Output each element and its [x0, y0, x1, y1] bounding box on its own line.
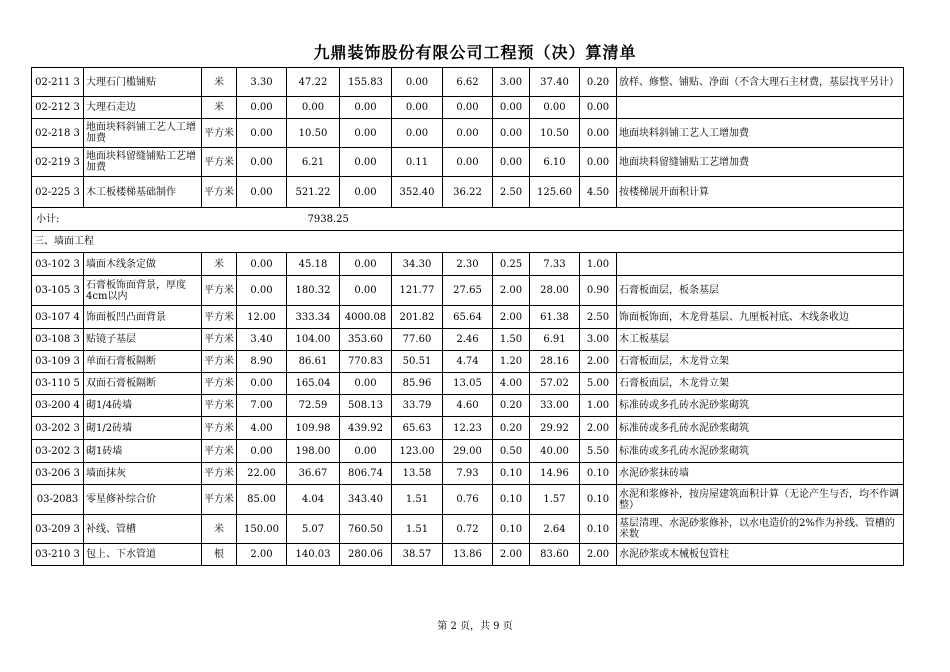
item-amount: 0.00 — [340, 440, 392, 463]
item-unit-price: 333.34 — [287, 306, 340, 329]
item-quantity: 7.00 — [237, 395, 287, 417]
item-material-cost: 352.40 — [392, 177, 443, 208]
item-unit: 平方米 — [202, 148, 237, 177]
item-material-cost: 65.63 — [392, 417, 443, 440]
item-note: 饰面板饰面，木龙骨基层、九厘板衬底、木线条收边 — [617, 306, 904, 329]
item-unit: 平方米 — [202, 463, 237, 485]
item-machine-cost: 0.25 — [493, 253, 530, 276]
item-loss: 0.10 — [580, 515, 617, 544]
item-code: 02-219 3 — [32, 148, 84, 177]
table-row — [32, 395, 904, 417]
item-amount: 0.00 — [340, 177, 392, 208]
item-machine-cost: 0.10 — [493, 485, 530, 515]
item-loss: 2.00 — [580, 351, 617, 373]
item-amount: 0.00 — [340, 373, 392, 395]
item-unit: 平方米 — [202, 276, 237, 306]
subtotal-value: 7938.25 — [237, 208, 392, 231]
item-loss: 2.00 — [580, 544, 617, 566]
item-labor-cost: 12.23 — [443, 417, 493, 440]
item-machine-cost: 0.20 — [493, 417, 530, 440]
item-quantity: 0.00 — [237, 253, 287, 276]
item-name: 大理石走边 — [84, 97, 202, 119]
item-labor-cost: 0.00 — [443, 148, 493, 177]
table-row — [32, 253, 904, 276]
item-main-material: 125.60 — [530, 177, 580, 208]
item-main-material: 33.00 — [530, 395, 580, 417]
item-main-material: 1.57 — [530, 485, 580, 515]
item-main-material: 29.92 — [530, 417, 580, 440]
page-footer: 第 2 页，共 9 页 — [437, 621, 513, 632]
item-code: 03-2083 — [32, 485, 84, 515]
item-quantity: 4.00 — [237, 417, 287, 440]
item-material-cost: 13.58 — [392, 463, 443, 485]
item-labor-cost: 4.60 — [443, 395, 493, 417]
item-amount: 770.83 — [340, 351, 392, 373]
item-loss: 0.00 — [580, 148, 617, 177]
item-labor-cost: 0.72 — [443, 515, 493, 544]
item-amount: 508.13 — [340, 395, 392, 417]
item-name: 砌1/2砖墙 — [84, 417, 202, 440]
item-unit-price: 109.98 — [287, 417, 340, 440]
item-material-cost: 121.77 — [392, 276, 443, 306]
item-machine-cost: 1.50 — [493, 329, 530, 351]
item-main-material: 28.00 — [530, 276, 580, 306]
table-row — [32, 485, 904, 515]
item-labor-cost: 13.05 — [443, 373, 493, 395]
item-code: 03-105 3 — [32, 276, 84, 306]
item-loss: 1.00 — [580, 253, 617, 276]
item-name: 地面块料留缝铺贴工艺增加费 — [84, 148, 202, 177]
item-material-cost: 123.00 — [392, 440, 443, 463]
item-main-material: 6.10 — [530, 148, 580, 177]
item-note: 石膏板面层，木龙骨立架 — [617, 373, 904, 395]
item-material-cost: 77.60 — [392, 329, 443, 351]
item-labor-cost: 7.93 — [443, 463, 493, 485]
item-unit: 平方米 — [202, 119, 237, 148]
item-name: 石膏板饰面背景，厚度4cm以内 — [84, 276, 202, 306]
item-amount: 0.00 — [340, 253, 392, 276]
table-row — [32, 440, 904, 463]
item-machine-cost: 3.00 — [493, 68, 530, 97]
item-unit: 米 — [202, 515, 237, 544]
item-amount: 4000.08 — [340, 306, 392, 329]
table-row — [32, 68, 904, 97]
item-machine-cost: 0.10 — [493, 463, 530, 485]
item-code: 03-109 3 — [32, 351, 84, 373]
item-main-material: 40.00 — [530, 440, 580, 463]
item-note — [617, 97, 904, 119]
item-main-material: 7.33 — [530, 253, 580, 276]
item-material-cost: 201.82 — [392, 306, 443, 329]
item-machine-cost: 2.00 — [493, 306, 530, 329]
item-name: 零星修补综合价 — [84, 485, 202, 515]
item-name: 包上、下水管道 — [84, 544, 202, 566]
item-note: 水泥砂浆抹砖墙 — [617, 463, 904, 485]
item-machine-cost: 0.20 — [493, 395, 530, 417]
item-unit: 米 — [202, 68, 237, 97]
item-code: 03-209 3 — [32, 515, 84, 544]
table-row — [32, 276, 904, 306]
item-quantity: 0.00 — [237, 97, 287, 119]
item-unit-price: 10.50 — [287, 119, 340, 148]
item-machine-cost: 0.10 — [493, 515, 530, 544]
item-name: 单面石膏板隔断 — [84, 351, 202, 373]
item-loss: 0.10 — [580, 485, 617, 515]
item-code: 03-110 5 — [32, 373, 84, 395]
item-unit: 平方米 — [202, 177, 237, 208]
table-row — [32, 351, 904, 373]
item-note: 水泥砂浆或木械板包管柱 — [617, 544, 904, 566]
item-unit: 平方米 — [202, 329, 237, 351]
item-code: 03-108 3 — [32, 329, 84, 351]
quote-table — [31, 67, 904, 566]
item-unit: 平方米 — [202, 351, 237, 373]
item-code: 03-202 3 — [32, 417, 84, 440]
item-loss: 2.00 — [580, 417, 617, 440]
item-machine-cost: 0.50 — [493, 440, 530, 463]
item-unit: 平方米 — [202, 395, 237, 417]
item-machine-cost: 0.00 — [493, 148, 530, 177]
item-unit-price: 0.00 — [287, 97, 340, 119]
table-row — [32, 373, 904, 395]
item-amount: 0.00 — [340, 148, 392, 177]
item-unit-price: 140.03 — [287, 544, 340, 566]
item-quantity: 0.00 — [237, 373, 287, 395]
item-code: 03-200 4 — [32, 395, 84, 417]
table-row — [32, 97, 904, 119]
item-loss: 5.00 — [580, 373, 617, 395]
table-row — [32, 515, 904, 544]
item-note: 木工板基层 — [617, 329, 904, 351]
item-quantity: 0.00 — [237, 440, 287, 463]
item-code: 02-212 3 — [32, 97, 84, 119]
item-material-cost: 38.57 — [392, 544, 443, 566]
item-machine-cost: 4.00 — [493, 373, 530, 395]
item-name: 大理石门槛铺贴 — [84, 68, 202, 97]
item-note: 石膏板面层，板条基层 — [617, 276, 904, 306]
item-note: 基层清理、水泥砂浆修补，以水电造价的2%作为补线、管槽的米数 — [617, 515, 904, 544]
item-machine-cost: 1.20 — [493, 351, 530, 373]
item-labor-cost: 65.64 — [443, 306, 493, 329]
item-material-cost: 34.30 — [392, 253, 443, 276]
item-main-material: 14.96 — [530, 463, 580, 485]
item-labor-cost: 2.30 — [443, 253, 493, 276]
item-unit-price: 36.67 — [287, 463, 340, 485]
item-main-material: 10.50 — [530, 119, 580, 148]
item-unit: 根 — [202, 544, 237, 566]
item-code: 02-225 3 — [32, 177, 84, 208]
item-loss: 2.50 — [580, 306, 617, 329]
item-main-material: 57.02 — [530, 373, 580, 395]
item-labor-cost: 0.00 — [443, 97, 493, 119]
item-amount: 280.06 — [340, 544, 392, 566]
item-machine-cost: 2.00 — [493, 544, 530, 566]
item-labor-cost: 0.00 — [443, 119, 493, 148]
item-name: 墙面木线条定做 — [84, 253, 202, 276]
item-amount: 0.00 — [340, 119, 392, 148]
item-material-cost: 0.00 — [392, 68, 443, 97]
item-quantity: 22.00 — [237, 463, 287, 485]
item-name: 饰面板凹凸面背景 — [84, 306, 202, 329]
subtotal-label: 小计: — [32, 208, 237, 231]
item-loss: 0.00 — [580, 119, 617, 148]
item-quantity: 2.00 — [237, 544, 287, 566]
item-quantity: 0.00 — [237, 119, 287, 148]
item-note: 地面块料斜铺工艺人工增加费 — [617, 119, 904, 148]
item-main-material: 2.64 — [530, 515, 580, 544]
item-material-cost: 1.51 — [392, 485, 443, 515]
item-loss: 5.50 — [580, 440, 617, 463]
item-unit-price: 165.04 — [287, 373, 340, 395]
item-main-material: 83.60 — [530, 544, 580, 566]
item-machine-cost: 0.00 — [493, 119, 530, 148]
item-name: 墙面抹灰 — [84, 463, 202, 485]
item-code: 03-107 4 — [32, 306, 84, 329]
item-loss: 3.00 — [580, 329, 617, 351]
item-amount: 0.00 — [340, 276, 392, 306]
item-unit-price: 104.00 — [287, 329, 340, 351]
item-loss: 4.50 — [580, 177, 617, 208]
item-note — [617, 253, 904, 276]
item-name: 补线、管槽 — [84, 515, 202, 544]
item-code: 02-211 3 — [32, 68, 84, 97]
item-unit-price: 72.59 — [287, 395, 340, 417]
item-material-cost: 0.00 — [392, 119, 443, 148]
item-loss: 0.10 — [580, 463, 617, 485]
item-note: 按楼梯展开面积计算 — [617, 177, 904, 208]
item-unit-price: 6.21 — [287, 148, 340, 177]
item-name: 双面石膏板隔断 — [84, 373, 202, 395]
item-main-material: 0.00 — [530, 97, 580, 119]
section-header-row — [32, 231, 904, 253]
section-header: 三、墙面工程 — [32, 231, 904, 253]
item-amount: 155.83 — [340, 68, 392, 97]
item-machine-cost: 0.00 — [493, 97, 530, 119]
item-amount: 0.00 — [340, 97, 392, 119]
item-unit: 平方米 — [202, 417, 237, 440]
item-labor-cost: 27.65 — [443, 276, 493, 306]
item-labor-cost: 4.74 — [443, 351, 493, 373]
item-unit: 米 — [202, 97, 237, 119]
item-main-material: 28.16 — [530, 351, 580, 373]
item-loss: 1.00 — [580, 395, 617, 417]
item-material-cost: 33.79 — [392, 395, 443, 417]
item-amount: 806.74 — [340, 463, 392, 485]
table-row — [32, 119, 904, 148]
table-row — [32, 306, 904, 329]
item-unit-price: 180.32 — [287, 276, 340, 306]
item-loss: 0.00 — [580, 97, 617, 119]
item-amount: 353.60 — [340, 329, 392, 351]
item-machine-cost: 2.50 — [493, 177, 530, 208]
item-unit: 平方米 — [202, 440, 237, 463]
item-amount: 343.40 — [340, 485, 392, 515]
item-unit: 平方米 — [202, 306, 237, 329]
item-note: 石膏板面层，木龙骨立架 — [617, 351, 904, 373]
item-material-cost: 85.96 — [392, 373, 443, 395]
item-name: 地面块料斜铺工艺人工增加费 — [84, 119, 202, 148]
subtotal-row — [32, 208, 904, 231]
table-row — [32, 329, 904, 351]
item-unit: 平方米 — [202, 485, 237, 515]
item-name: 贴镜子基层 — [84, 329, 202, 351]
item-loss: 0.90 — [580, 276, 617, 306]
item-quantity: 0.00 — [237, 177, 287, 208]
item-unit: 平方米 — [202, 373, 237, 395]
item-unit-price: 5.07 — [287, 515, 340, 544]
table-row — [32, 463, 904, 485]
item-note: 标准砖或多孔砖水泥砂浆砌筑 — [617, 395, 904, 417]
item-code: 03-202 3 — [32, 440, 84, 463]
table-row — [32, 148, 904, 177]
item-unit-price: 521.22 — [287, 177, 340, 208]
item-name: 砌1砖墙 — [84, 440, 202, 463]
item-quantity: 12.00 — [237, 306, 287, 329]
item-material-cost: 50.51 — [392, 351, 443, 373]
item-quantity: 8.90 — [237, 351, 287, 373]
item-code: 03-206 3 — [32, 463, 84, 485]
item-quantity: 150.00 — [237, 515, 287, 544]
item-note: 标准砖或多孔砖水泥砂浆砌筑 — [617, 417, 904, 440]
item-quantity: 3.40 — [237, 329, 287, 351]
item-name: 木工板楼梯基础制作 — [84, 177, 202, 208]
item-labor-cost: 29.00 — [443, 440, 493, 463]
item-labor-cost: 2.46 — [443, 329, 493, 351]
item-labor-cost: 0.76 — [443, 485, 493, 515]
item-labor-cost: 13.86 — [443, 544, 493, 566]
item-main-material: 6.91 — [530, 329, 580, 351]
item-note: 标准砖或多孔砖水泥砂浆砌筑 — [617, 440, 904, 463]
item-unit-price: 4.04 — [287, 485, 340, 515]
item-unit-price: 86.61 — [287, 351, 340, 373]
item-loss: 0.20 — [580, 68, 617, 97]
table-row — [32, 417, 904, 440]
item-code: 02-218 3 — [32, 119, 84, 148]
item-amount: 439.92 — [340, 417, 392, 440]
item-material-cost: 0.00 — [392, 97, 443, 119]
item-labor-cost: 36.22 — [443, 177, 493, 208]
table-row — [32, 177, 904, 208]
item-code: 03-102 3 — [32, 253, 84, 276]
item-note: 地面块料留缝铺贴工艺增加费 — [617, 148, 904, 177]
item-material-cost: 1.51 — [392, 515, 443, 544]
item-quantity: 3.30 — [237, 68, 287, 97]
item-material-cost: 0.11 — [392, 148, 443, 177]
item-note: 水泥和浆修补，按房屋建筑面积计算（无论产生与否，均不作调整） — [617, 485, 904, 515]
item-amount: 760.50 — [340, 515, 392, 544]
item-name: 砌1/4砖墙 — [84, 395, 202, 417]
item-code: 03-210 3 — [32, 544, 84, 566]
item-main-material: 61.38 — [530, 306, 580, 329]
item-unit-price: 198.00 — [287, 440, 340, 463]
item-note: 放样、修整、铺贴、净面（不含大理石主材费，基层找平另计） — [617, 68, 904, 97]
item-quantity: 0.00 — [237, 276, 287, 306]
item-unit-price: 45.18 — [287, 253, 340, 276]
page-title: 九鼎装饰股份有限公司工程预（决）算清单 — [313, 43, 637, 62]
item-main-material: 37.40 — [530, 68, 580, 97]
item-unit-price: 47.22 — [287, 68, 340, 97]
table-row — [32, 544, 904, 566]
item-quantity: 85.00 — [237, 485, 287, 515]
item-quantity: 0.00 — [237, 148, 287, 177]
item-labor-cost: 6.62 — [443, 68, 493, 97]
item-machine-cost: 2.00 — [493, 276, 530, 306]
item-unit: 米 — [202, 253, 237, 276]
